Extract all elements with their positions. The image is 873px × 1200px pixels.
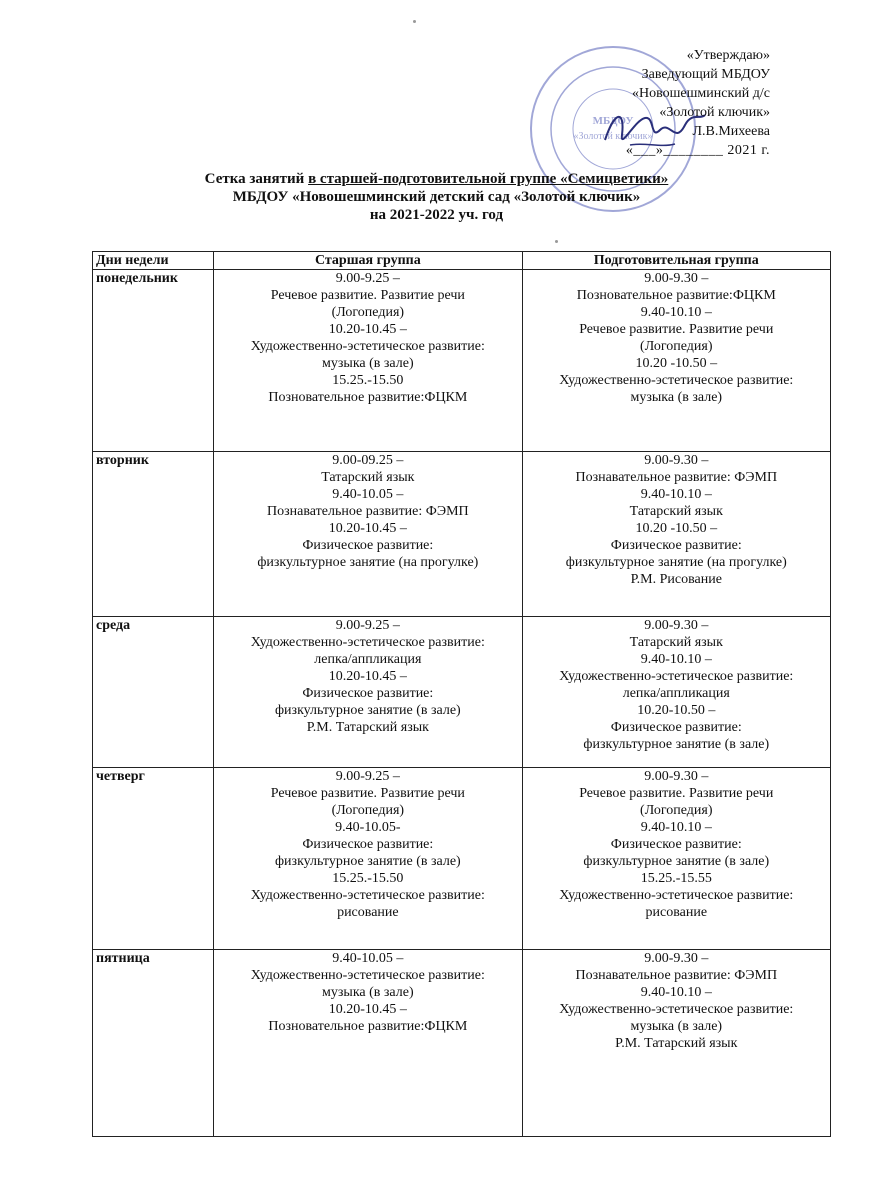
approval-block [626, 46, 770, 160]
schedule-line: лепка/аппликация [314, 652, 422, 667]
schedule-line: Физическое развитие: [302, 538, 434, 553]
schedule-line: Позновательное развитие:ФЦКМ [268, 1019, 468, 1034]
approval-line: «Золотой ключик» [659, 105, 770, 120]
schedule-line: Художественно-эстетическое развитие: [559, 888, 794, 903]
approval-date: «___»________ 2021 г. [625, 143, 770, 158]
approval-line: «Утверждаю» [686, 48, 770, 63]
title-line-3: на 2021-2022 уч. год [369, 207, 504, 223]
senior-group-cell [214, 270, 522, 452]
schedule-line: Познавательное развитие: ФЭМП [267, 504, 469, 519]
schedule-line: 9.40-10.10 – [640, 985, 712, 1000]
schedule-line: музыка (в зале) [630, 1019, 723, 1034]
schedule-line: Физическое развитие: [610, 720, 742, 735]
schedule-line: (Логопедия) [331, 803, 405, 818]
title-line-2: МБДОУ «Новошешминский детский сад «Золотой ключик» [232, 189, 641, 205]
svg-text:МБДОУ: МБДОУ [592, 115, 634, 127]
schedule-line: 9.00-9.25 – [335, 271, 400, 286]
schedule-line: Речевое развитие. Развитие речи [579, 322, 774, 337]
svg-text:«Золотой ключик»: «Золотой ключик» [573, 131, 653, 142]
schedule-line: 9.00-9.30 – [644, 951, 709, 966]
schedule-line: (Логопедия) [331, 305, 405, 320]
schedule-line: 10.20-10.45 – [328, 1002, 407, 1017]
schedule-line: 9.40-10.10 – [640, 487, 712, 502]
schedule-line: 10.20 -10.50 – [635, 356, 718, 371]
schedule-line: Познавательное развитие: ФЭМП [575, 470, 778, 485]
title-group-name: в старшей-подготовительной группе «Семицветики» [308, 171, 669, 187]
header-days: Дни недели [93, 252, 214, 270]
schedule-line: физкультурное занятие (на прогулке) [257, 555, 479, 570]
schedule-line: 9.40-10.05 – [332, 951, 404, 966]
schedule-line: 9.40-10.10 – [640, 820, 712, 835]
schedule-line: 9.40-10.05 – [332, 487, 404, 502]
schedule-line: 15.25.-15.50 [332, 871, 404, 886]
day-cell: среда [93, 617, 214, 768]
day-cell: вторник [93, 452, 214, 617]
schedule-line: Художественно-эстетическое развитие: [250, 339, 485, 354]
schedule-line: 9.00-9.30 – [644, 453, 709, 468]
schedule-line: Художественно-эстетическое развитие: [559, 1002, 794, 1017]
schedule-line: Художественно-эстетическое развитие: [559, 669, 794, 684]
table-row [93, 452, 831, 617]
prep-group-cell [522, 617, 830, 768]
schedule-line: Речевое развитие. Развитие речи [579, 786, 774, 801]
schedule-line: 10.20-10.45 – [328, 322, 407, 337]
table-row [93, 950, 831, 1137]
schedule-line: музыка (в зале) [630, 390, 723, 405]
schedule-line: 9.40-10.10 – [640, 305, 712, 320]
schedule-line: 10.20-10.50 – [637, 703, 716, 718]
header-senior-group: Старшая группа [214, 252, 522, 270]
table-row [93, 270, 831, 452]
scan-speck [555, 240, 558, 243]
schedule-line: Татарский язык [321, 470, 415, 485]
schedule-line: 9.40-10.10 – [640, 652, 712, 667]
senior-group-cell [214, 768, 522, 950]
schedule-line: 9.40-10.05- [335, 820, 401, 835]
schedule-line: 9.00-9.30 – [644, 769, 709, 784]
schedule-line: Физическое развитие: [302, 686, 434, 701]
schedule-line: 9.00-9.25 – [335, 618, 400, 633]
approval-line: «Новошешминский д/с [632, 86, 770, 101]
schedule-line: Физическое развитие: [610, 538, 742, 553]
schedule-line: 10.20 -10.50 – [635, 521, 718, 536]
schedule-line: Физическое развитие: [610, 837, 742, 852]
schedule-line: Р.М. Татарский язык [306, 720, 429, 735]
schedule-line: 10.20-10.45 – [328, 669, 407, 684]
schedule-table [92, 251, 831, 1137]
header-prep-group: Подготовительная группа [522, 252, 830, 270]
schedule-line: музыка (в зале) [322, 356, 414, 371]
senior-group-cell [214, 617, 522, 768]
schedule-line: 15.25.-15.55 [640, 871, 712, 886]
table-header-row [93, 252, 831, 270]
scan-speck [413, 20, 416, 23]
schedule-line: 10.20-10.45 – [328, 521, 407, 536]
prep-group-cell [522, 768, 830, 950]
schedule-line: (Логопедия) [640, 339, 713, 354]
schedule-line: Р.М. Рисование [630, 572, 722, 587]
prep-group-cell [522, 452, 830, 617]
approval-line: Л.В.Михеева [692, 124, 770, 139]
schedule-line: Позновательное развитие:ФЦКМ [268, 390, 468, 405]
prep-group-cell [522, 270, 830, 452]
schedule-line: музыка (в зале) [322, 985, 414, 1000]
schedule-line: Татарский язык [629, 635, 723, 650]
table-row [93, 617, 831, 768]
schedule-line: Татарский язык [629, 504, 723, 519]
schedule-line: Позновательное развитие:ФЦКМ [576, 288, 776, 303]
document-title [0, 170, 873, 224]
schedule-line: 9.00-9.30 – [644, 271, 709, 286]
schedule-line: (Логопедия) [640, 803, 713, 818]
senior-group-cell [214, 950, 522, 1137]
schedule-line: Физическое развитие: [302, 837, 434, 852]
schedule-line: Художественно-эстетическое развитие: [250, 968, 485, 983]
schedule-line: Художественно-эстетическое развитие: [250, 888, 485, 903]
schedule-line: 15.25.-15.50 [332, 373, 404, 388]
title-prefix: Сетка занятий [204, 171, 309, 187]
schedule-line: Р.М. Татарский язык [615, 1036, 738, 1051]
schedule-line: 9.00-9.25 – [335, 769, 400, 784]
day-cell: понедельник [93, 270, 214, 452]
table-row [93, 768, 831, 950]
schedule-line: Речевое развитие. Развитие речи [270, 786, 465, 801]
schedule-line: физкультурное занятие (на прогулке) [565, 555, 787, 570]
schedule-line: рисование [645, 905, 708, 920]
prep-group-cell [522, 950, 830, 1137]
schedule-line: Речевое развитие. Развитие речи [270, 288, 465, 303]
title-line-1 [0, 170, 873, 188]
schedule-line: Художественно-эстетическое развитие: [250, 635, 485, 650]
schedule-line: 9.00-9.30 – [644, 618, 709, 633]
schedule-line: Художественно-эстетическое развитие: [559, 373, 794, 388]
schedule-line: Познавательное развитие: ФЭМП [575, 968, 778, 983]
day-cell: четверг [93, 768, 214, 950]
schedule-line: 9.00-09.25 – [332, 453, 404, 468]
day-cell: пятница [93, 950, 214, 1137]
schedule-line: физкультурное занятие (в зале) [583, 854, 770, 869]
schedule-line: лепка/аппликация [622, 686, 730, 701]
schedule-line: рисование [337, 905, 399, 920]
schedule-line: физкультурное занятие (в зале) [274, 703, 461, 718]
senior-group-cell [214, 452, 522, 617]
schedule-line: физкультурное занятие (в зале) [583, 737, 770, 752]
schedule-line: физкультурное занятие (в зале) [274, 854, 461, 869]
approval-line: Заведующий МБДОУ [641, 67, 770, 82]
